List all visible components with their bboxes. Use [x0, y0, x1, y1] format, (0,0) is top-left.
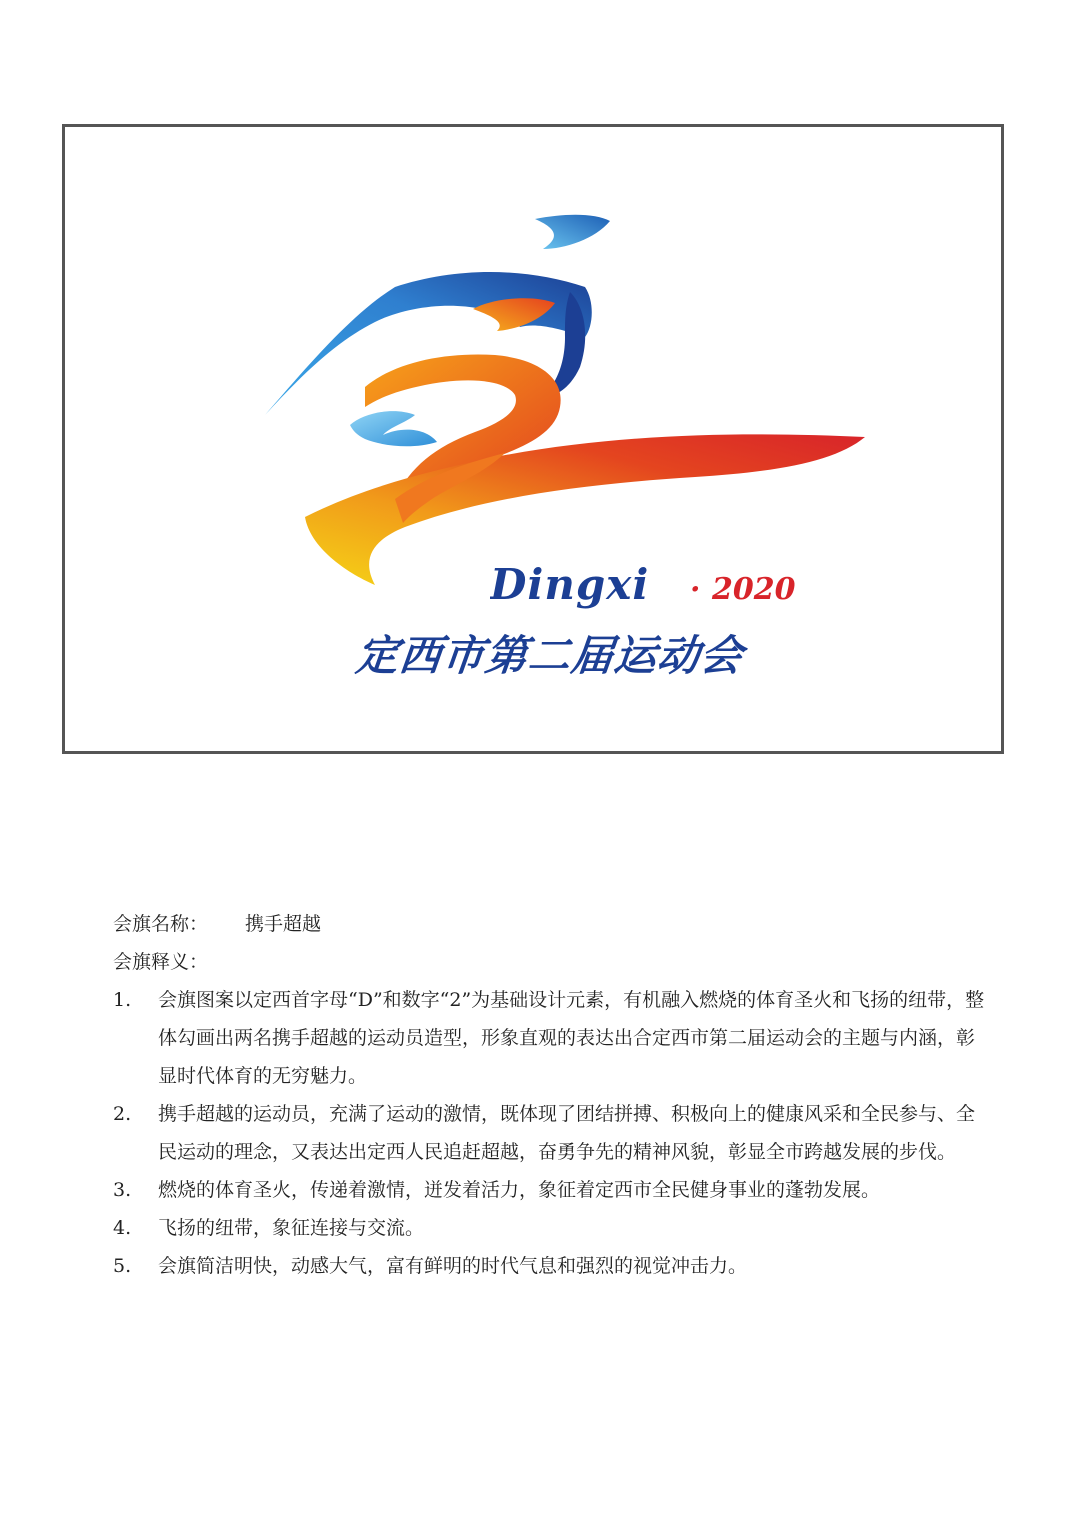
flag-name-value: 携手超越 — [245, 913, 322, 935]
flag-name-row — [113, 905, 993, 943]
list-item — [113, 1247, 993, 1285]
light-blue-loop-shape — [350, 411, 437, 446]
list-item — [113, 1095, 993, 1171]
list-item-text: 飞扬的纽带，象征连接与交流。 — [158, 1217, 425, 1239]
list-item-text: 携手超越的运动员，充满了运动的激情，既体现了团结拼搏、积极向上的健康风采和全民参与、全民运动的理念，又表达出定西人民追赶超越，奋勇争先的精神风貌，彰显全市跨越发展的步伐。 — [158, 1103, 976, 1163]
wordmark-dot: · — [690, 572, 701, 607]
flag-description — [113, 905, 993, 1285]
list-item-number: 5. — [113, 1255, 132, 1277]
list-item-number: 3. — [113, 1179, 132, 1201]
list-item-text: 燃烧的体育圣火，传递着激情，迸发着活力，象征着定西市全民健身事业的蓬勃发展。 — [158, 1179, 881, 1201]
list-item — [113, 1209, 993, 1247]
latin-wordmark — [490, 555, 830, 615]
flag-name-label: 会旗名称： — [113, 913, 209, 935]
list-item-number: 4. — [113, 1217, 132, 1239]
list-item — [113, 981, 993, 1095]
list-item-text: 会旗简洁明快，动感大气，富有鲜明的时代气息和强烈的视觉冲击力。 — [158, 1255, 748, 1277]
list-item-number: 1. — [113, 989, 132, 1011]
list-item — [113, 1171, 993, 1209]
blue-athlete-head-shape — [535, 215, 610, 249]
flag-frame — [62, 124, 1004, 754]
meaning-list — [113, 981, 993, 1285]
wordmark-dingxi: Dingxi — [490, 560, 650, 609]
list-item-text: 会旗图案以定西首字母“D”和数字“2”为基础设计元素，有机融入燃烧的体育圣火和飞扬的纽带，整体勾画出两名携手超越的运动员造型，形象直观的表达出合定西市第二届运动会的主题与内涵，彰显时代体育的无穷魅力。 — [158, 989, 985, 1087]
wordmark-year: 2020 — [712, 572, 796, 607]
list-item-number: 2. — [113, 1103, 132, 1125]
flag-meaning-label: 会旗释义： — [113, 951, 209, 973]
event-title: 定西市第二届运动会 — [353, 631, 746, 680]
